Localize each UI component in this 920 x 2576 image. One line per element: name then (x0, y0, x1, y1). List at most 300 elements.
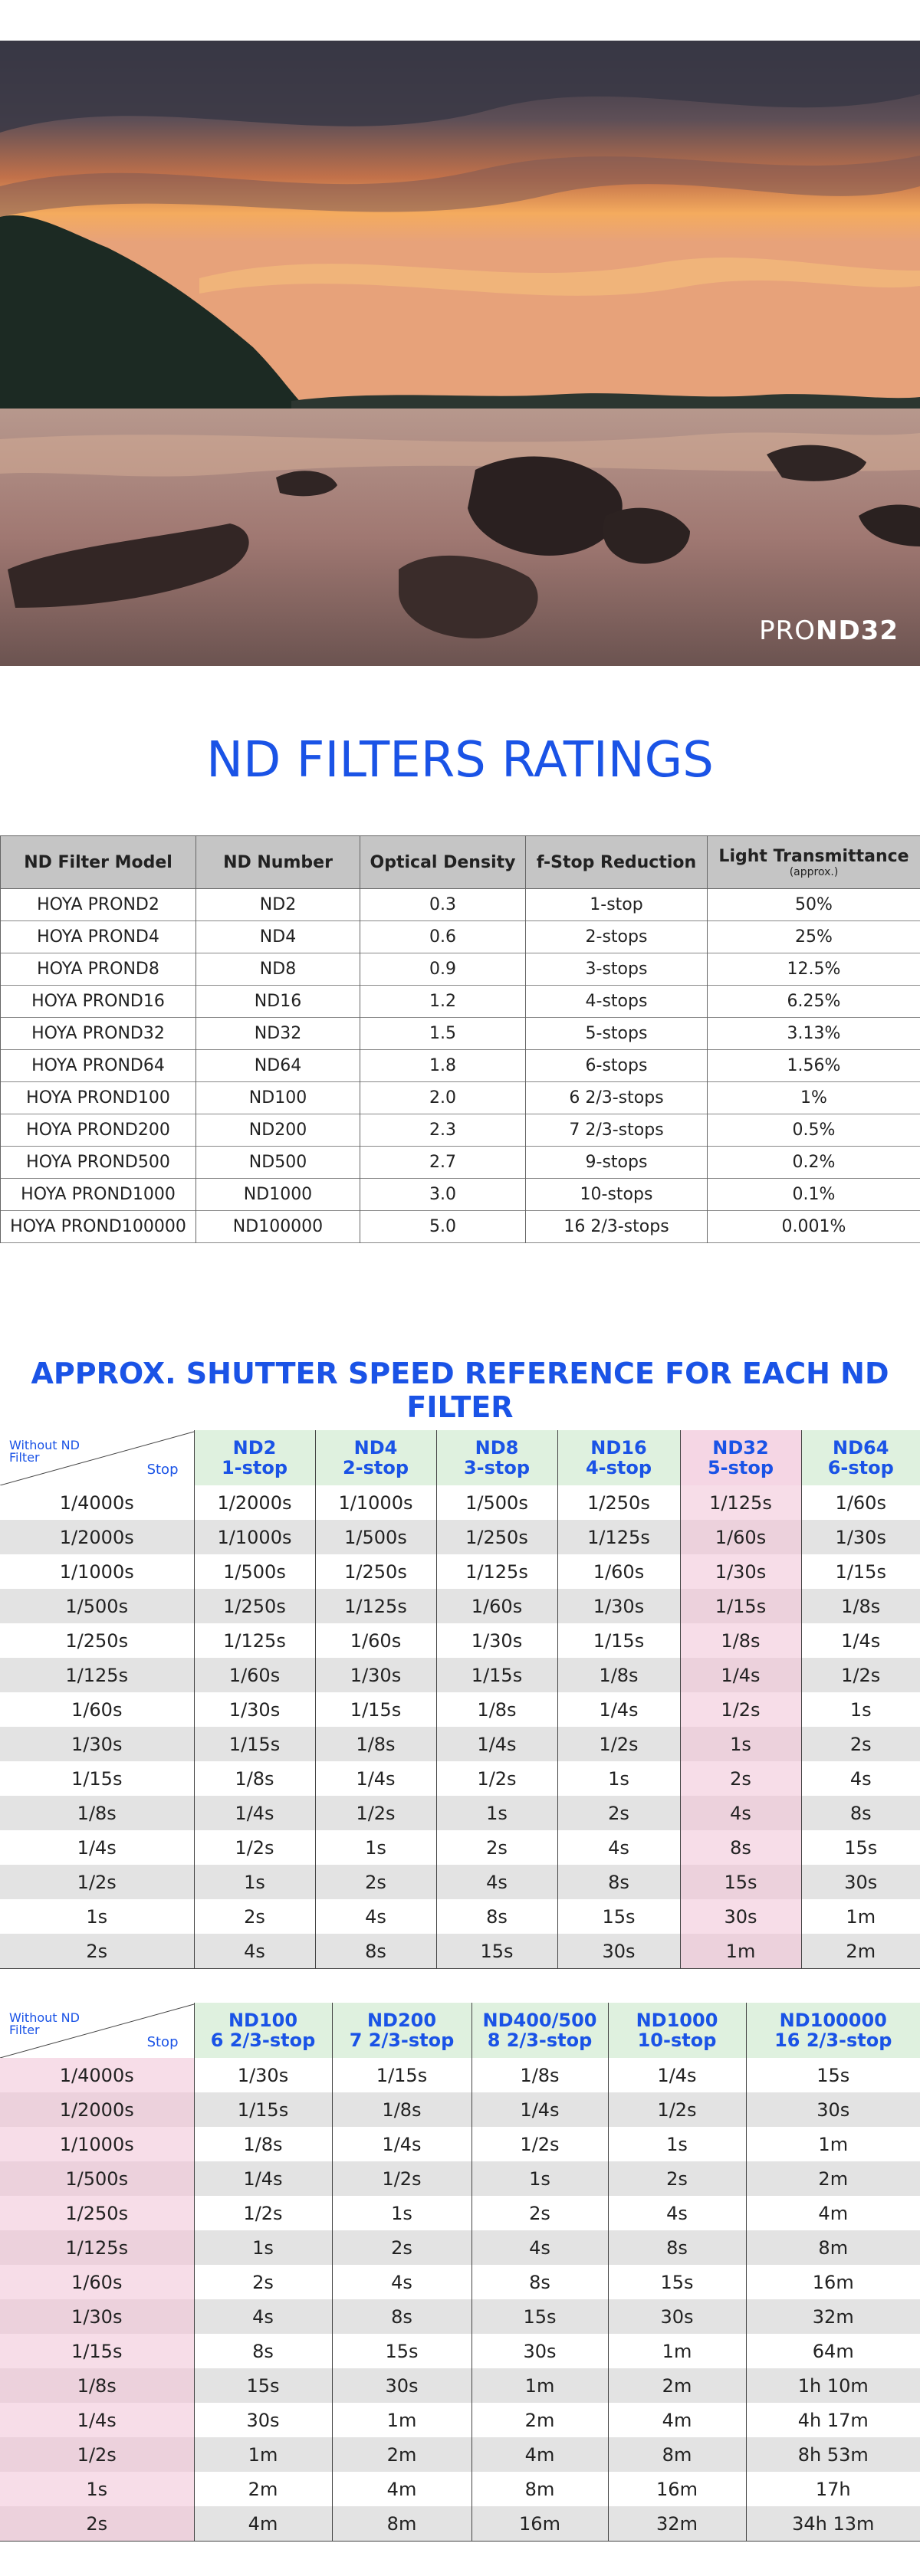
shutter-cell: 1/30s (557, 1589, 680, 1623)
shutter-cell: 30s (472, 2334, 608, 2368)
shutter-row (0, 1589, 920, 1623)
shutter-cell: 4s (680, 1796, 801, 1830)
ratings-cell: 0.1% (708, 1179, 920, 1211)
shutter-cell: 8s (801, 1796, 920, 1830)
shutter-cell: 1/60s (194, 1658, 315, 1692)
filter-stop: 7 2/3-stop (349, 2030, 455, 2051)
shutter-cell: 1/2000s (194, 1485, 315, 1520)
shutter-cell: 1/2s (557, 1727, 680, 1761)
shutter-cell: 1/4s (436, 1727, 557, 1761)
shutter-cell: 1/30s (194, 2058, 332, 2092)
filter-name: ND200 (366, 2009, 437, 2031)
filter-header (194, 1430, 315, 1485)
shutter-cell: 1m (608, 2334, 746, 2368)
shutter-cell: 1/4s (801, 1623, 920, 1658)
ratings-title: ND FILTERS RATINGS (206, 732, 714, 789)
ratings-cell: 0.3 (360, 889, 526, 921)
shutter-cell: 1/250s (0, 1623, 194, 1658)
shutter-row (0, 2265, 920, 2299)
ratings-cell: 3.0 (360, 1179, 526, 1211)
shutter-cell: 2s (0, 1934, 194, 1969)
shutter-cell: 4h 17m (746, 2403, 920, 2437)
shutter-cell: 1/125s (194, 1623, 315, 1658)
filter-name: ND100 (228, 2009, 298, 2031)
shutter-cell: 1h 10m (746, 2368, 920, 2403)
shutter-cell: 1/2s (436, 1761, 557, 1796)
filter-stop: 2-stop (342, 1457, 409, 1478)
ratings-cell: HOYA PROND2 (1, 889, 196, 921)
shutter-row (0, 2403, 920, 2437)
shutter-cell: 1/8s (194, 1761, 315, 1796)
shutter-cell: 1s (557, 1761, 680, 1796)
shutter-cell: 1/4s (680, 1658, 801, 1692)
shutter-cell: 15s (680, 1865, 801, 1899)
ratings-cell: 3.13% (708, 1018, 920, 1050)
filter-header (557, 1430, 680, 1485)
shutter-cell: 8s (680, 1830, 801, 1865)
shutter-cell: 1m (801, 1899, 920, 1934)
ratings-row (1, 1018, 920, 1050)
shutter-cell: 1/60s (801, 1485, 920, 1520)
shutter-cell: 4s (436, 1865, 557, 1899)
shutter-row (0, 2368, 920, 2403)
shutter-cell: 1/8s (332, 2092, 472, 2127)
shutter-cell: 8s (332, 2299, 472, 2334)
filter-name: ND8 (475, 1436, 519, 1459)
shutter-cell: 1/15s (0, 1761, 194, 1796)
shutter-cell: 4s (557, 1830, 680, 1865)
ratings-row (1, 953, 920, 986)
shutter-cell: 1/125s (0, 1658, 194, 1692)
shutter-cell: 8m (608, 2437, 746, 2472)
ratings-cell: ND64 (196, 1050, 360, 1082)
ratings-row (1, 889, 920, 921)
ratings-cell: ND100 (196, 1082, 360, 1114)
shutter-cell: 1/15s (194, 2092, 332, 2127)
shutter-cell: 1/15s (557, 1623, 680, 1658)
shutter-row (0, 1554, 920, 1589)
shutter-cell: 1s (680, 1727, 801, 1761)
shutter-row (0, 2472, 920, 2506)
shutter-cell: 1/125s (436, 1554, 557, 1589)
corner-stop-label: Stop (146, 1462, 179, 1478)
ratings-cell: 7 2/3-stops (526, 1114, 708, 1147)
shutter-row (0, 1520, 920, 1554)
shutter-row (0, 2127, 920, 2161)
ratings-cell: HOYA PROND1000 (1, 1179, 196, 1211)
shutter-row (0, 1658, 920, 1692)
shutter-cell: 1/15s (315, 1692, 436, 1727)
filter-header (680, 1430, 801, 1485)
shutter-cell: 1/4s (332, 2127, 472, 2161)
ratings-cell: 6 2/3-stops (526, 1082, 708, 1114)
shutter-cell: 1/250s (315, 1554, 436, 1589)
shutter-row (0, 2437, 920, 2472)
shutter-cell: 2s (332, 2230, 472, 2265)
shutter-cell: 1/15s (436, 1658, 557, 1692)
shutter-cell: 1m (194, 2437, 332, 2472)
shutter-cell: 1/2000s (0, 2092, 194, 2127)
shutter-cell: 15s (332, 2334, 472, 2368)
filter-header (472, 2003, 608, 2058)
hero-landscape-illustration (0, 41, 920, 666)
shutter-cell: 4m (194, 2506, 332, 2542)
shutter-cell: 1/1000s (0, 1554, 194, 1589)
shutter-cell: 1/30s (0, 2299, 194, 2334)
shutter-cell: 2s (0, 2506, 194, 2542)
col-optical-density: Optical Density (360, 836, 526, 889)
ratings-row (1, 1114, 920, 1147)
shutter-cell: 8s (557, 1865, 680, 1899)
ratings-cell: 0.2% (708, 1147, 920, 1179)
shutter-cell: 1s (472, 2161, 608, 2196)
shutter-cell: 1/4s (0, 1830, 194, 1865)
shutter-cell: 1/8s (472, 2058, 608, 2092)
filter-header (436, 1430, 557, 1485)
shutter-cell: 1/250s (0, 2196, 194, 2230)
shutter-cell: 1/2s (801, 1658, 920, 1692)
ratings-cell: 1.2 (360, 986, 526, 1018)
shutter-cell: 1/2s (0, 1865, 194, 1899)
col-model: ND Filter Model (1, 836, 196, 889)
shutter-row (0, 2506, 920, 2542)
shutter-cell: 8s (472, 2265, 608, 2299)
shutter-row (0, 2299, 920, 2334)
shutter-cell: 1/1000s (315, 1485, 436, 1520)
shutter-cell: 8h 53m (746, 2437, 920, 2472)
shutter-cell: 4s (194, 2299, 332, 2334)
shutter-cell: 1m (332, 2403, 472, 2437)
ratings-cell: 1-stop (526, 889, 708, 921)
shutter-cell: 1/500s (194, 1554, 315, 1589)
shutter-cell: 1/8s (0, 2368, 194, 2403)
shutter-cell: 1/30s (680, 1554, 801, 1589)
shutter-cell: 1/1000s (194, 1520, 315, 1554)
col-light-transmittance-sub: (approx.) (789, 865, 839, 878)
shutter-cell: 30s (680, 1899, 801, 1934)
ratings-cell: HOYA PROND16 (1, 986, 196, 1018)
shutter-cell: 1/500s (315, 1520, 436, 1554)
shutter-cell: 30s (801, 1865, 920, 1899)
filter-name: ND64 (833, 1436, 889, 1459)
shutter-cell: 1/60s (315, 1623, 436, 1658)
shutter-cell: 1s (0, 2472, 194, 2506)
ratings-row (1, 1082, 920, 1114)
shutter-cell: 2s (436, 1830, 557, 1865)
ratings-cell: 1.56% (708, 1050, 920, 1082)
shutter-cell: 1/250s (194, 1589, 315, 1623)
shutter-table-1 (0, 1430, 920, 1969)
shutter-cell: 1/2000s (0, 1520, 194, 1554)
shutter-cell: 8m (746, 2230, 920, 2265)
ratings-cell: 6-stops (526, 1050, 708, 1082)
shutter-title: APPROX. SHUTTER SPEED REFERENCE FOR EACH ND FILTER (31, 1357, 889, 1424)
ratings-cell: ND32 (196, 1018, 360, 1050)
shutter-cell: 1/15s (332, 2058, 472, 2092)
shutter-cell: 1s (194, 2230, 332, 2265)
shutter-row (0, 2058, 920, 2092)
shutter-cell: 4m (746, 2196, 920, 2230)
shutter-cell: 1s (315, 1830, 436, 1865)
shutter-cell: 4s (194, 1934, 315, 1969)
ratings-cell: HOYA PROND32 (1, 1018, 196, 1050)
shutter-cell: 1/15s (680, 1589, 801, 1623)
shutter-cell: 30s (332, 2368, 472, 2403)
shutter-cell: 16m (746, 2265, 920, 2299)
shutter-row (0, 1830, 920, 1865)
ratings-cell: ND200 (196, 1114, 360, 1147)
filter-name: ND100000 (779, 2009, 887, 2031)
shutter-cell: 1/125s (557, 1520, 680, 1554)
filter-header (194, 2003, 332, 2058)
shutter-row (0, 1761, 920, 1796)
shutter-cell: 1/30s (0, 1727, 194, 1761)
shutter-cell: 1/30s (801, 1520, 920, 1554)
ratings-cell: 0.9 (360, 953, 526, 986)
shutter-cell: 8s (436, 1899, 557, 1934)
shutter-cell: 2m (472, 2403, 608, 2437)
ratings-cell: 0.5% (708, 1114, 920, 1147)
shutter-cell: 1/2s (608, 2092, 746, 2127)
shutter-cell: 2m (746, 2161, 920, 2196)
shutter-cell: 1/125s (0, 2230, 194, 2265)
filter-stop: 3-stop (463, 1457, 531, 1478)
shutter-row (0, 1623, 920, 1658)
shutter-cell: 34h 13m (746, 2506, 920, 2542)
shutter-cell: 1/8s (0, 1796, 194, 1830)
filter-stop: 10-stop (637, 2030, 717, 2051)
shutter-cell: 30s (557, 1934, 680, 1969)
filter-stop: 8 2/3-stop (487, 2030, 593, 2051)
ratings-row (1, 1179, 920, 1211)
shutter-cell: 1/4s (194, 1796, 315, 1830)
shutter-row (0, 1934, 920, 1969)
ratings-cell: 0.6 (360, 921, 526, 953)
filter-name: ND2 (232, 1436, 277, 1459)
corner-cell (0, 1430, 194, 1485)
shutter-cell: 1m (680, 1934, 801, 1969)
shutter-cell: 2m (608, 2368, 746, 2403)
shutter-cell: 1/15s (801, 1554, 920, 1589)
filter-header (608, 2003, 746, 2058)
filter-stop: 6-stop (827, 1457, 894, 1478)
ratings-cell: HOYA PROND100000 (1, 1211, 196, 1243)
shutter-cell: 1/60s (436, 1589, 557, 1623)
filter-name: ND32 (712, 1436, 769, 1459)
shutter-cell: 1s (608, 2127, 746, 2161)
filter-stop: 6 2/3-stop (210, 2030, 316, 2051)
shutter-cell: 1/8s (194, 2127, 332, 2161)
shutter-cell: 1/60s (680, 1520, 801, 1554)
shutter-cell: 1/500s (436, 1485, 557, 1520)
shutter-cell: 1s (332, 2196, 472, 2230)
shutter-cell: 1/30s (436, 1623, 557, 1658)
filter-header (746, 2003, 920, 2058)
shutter-cell: 1/15s (0, 2334, 194, 2368)
ratings-cell: 1.8 (360, 1050, 526, 1082)
shutter-cell: 2m (801, 1934, 920, 1969)
shutter-cell: 8s (608, 2230, 746, 2265)
shutter-cell: 30s (194, 2403, 332, 2437)
shutter-cell: 16m (608, 2472, 746, 2506)
shutter-cell: 4s (608, 2196, 746, 2230)
shutter-cell: 1/125s (315, 1589, 436, 1623)
ratings-cell: 1% (708, 1082, 920, 1114)
shutter-cell: 1/4s (608, 2058, 746, 2092)
shutter-cell: 15s (557, 1899, 680, 1934)
shutter-cell: 1/1000s (0, 2127, 194, 2161)
ratings-cell: 2-stops (526, 921, 708, 953)
shutter-row (0, 2196, 920, 2230)
shutter-cell: 15s (801, 1830, 920, 1865)
shutter-cell: 1/4s (194, 2161, 332, 2196)
ratings-row (1, 921, 920, 953)
shutter-cell: 8s (315, 1934, 436, 1969)
shutter-cell: 16m (472, 2506, 608, 2542)
ratings-cell: HOYA PROND64 (1, 1050, 196, 1082)
col-nd-number: ND Number (196, 836, 360, 889)
ratings-header-row (1, 836, 920, 889)
shutter-row (0, 1796, 920, 1830)
shutter-cell: 1s (801, 1692, 920, 1727)
ratings-cell: ND500 (196, 1147, 360, 1179)
shutter-cell: 1/4000s (0, 2058, 194, 2092)
shutter-cell: 1m (472, 2368, 608, 2403)
ratings-cell: ND8 (196, 953, 360, 986)
corner-without-nd-label: Without ND Filter (9, 2010, 80, 2037)
shutter-cell: 4s (315, 1899, 436, 1934)
shutter-row (0, 2230, 920, 2265)
shutter-table-2 (0, 2003, 920, 2542)
filter-stop: 1-stop (221, 1457, 288, 1478)
shutter-cell: 1/4000s (0, 1485, 194, 1520)
shutter-cell: 17h (746, 2472, 920, 2506)
ratings-cell: 3-stops (526, 953, 708, 986)
shutter-cell: 1s (194, 1865, 315, 1899)
shutter-cell: 1/2s (332, 2161, 472, 2196)
shutter-cell: 1/8s (315, 1727, 436, 1761)
shutter-row (0, 1727, 920, 1761)
ratings-row (1, 986, 920, 1018)
filter-name: ND16 (590, 1436, 647, 1459)
shutter-row (0, 1865, 920, 1899)
ratings-cell: 5.0 (360, 1211, 526, 1243)
ratings-cell: 6.25% (708, 986, 920, 1018)
shutter-cell: 2s (608, 2161, 746, 2196)
shutter-cell: 8s (194, 2334, 332, 2368)
shutter-cell: 1/60s (0, 1692, 194, 1727)
shutter-row (0, 2161, 920, 2196)
shutter-cell: 2m (332, 2437, 472, 2472)
shutter-row (0, 1485, 920, 1520)
shutter-cell: 4s (801, 1761, 920, 1796)
shutter-cell: 1/60s (0, 2265, 194, 2299)
ratings-cell: 0.001% (708, 1211, 920, 1243)
shutter-cell: 1/2s (680, 1692, 801, 1727)
shutter-cell: 1/250s (557, 1485, 680, 1520)
shutter-cell: 1s (0, 1899, 194, 1934)
shutter-cell: 30s (746, 2092, 920, 2127)
shutter-cell: 1/8s (801, 1589, 920, 1623)
ratings-row (1, 1211, 920, 1243)
shutter-cell: 1/8s (680, 1623, 801, 1658)
shutter-row (0, 1899, 920, 1934)
ratings-cell: 12.5% (708, 953, 920, 986)
shutter-row (0, 2092, 920, 2127)
shutter-cell: 2s (194, 2265, 332, 2299)
ratings-row (1, 1147, 920, 1179)
shutter-cell: 1/2s (472, 2127, 608, 2161)
ratings-cell: ND16 (196, 986, 360, 1018)
ratings-cell: 9-stops (526, 1147, 708, 1179)
shutter-cell: 1/2s (315, 1796, 436, 1830)
shutter-cell: 1/4s (0, 2403, 194, 2437)
shutter-cell: 1m (746, 2127, 920, 2161)
shutter-cell: 1/15s (194, 1727, 315, 1761)
ratings-cell: 10-stops (526, 1179, 708, 1211)
ratings-cell: HOYA PROND4 (1, 921, 196, 953)
corner-cell (0, 2003, 194, 2058)
shutter-cell: 1/250s (436, 1520, 557, 1554)
col-fstop: f-Stop Reduction (526, 836, 708, 889)
shutter-cell: 15s (746, 2058, 920, 2092)
shutter-row (0, 1692, 920, 1727)
shutter-cell: 15s (472, 2299, 608, 2334)
shutter-cell: 1/2s (194, 2196, 332, 2230)
col-light-transmittance: Light Transmittance (approx.) (708, 836, 920, 889)
hero-image (0, 41, 920, 666)
shutter-cell: 1/2s (0, 2437, 194, 2472)
shutter-cell: 2m (194, 2472, 332, 2506)
filter-header (801, 1430, 920, 1485)
ratings-cell: 2.7 (360, 1147, 526, 1179)
shutter-row (0, 2334, 920, 2368)
filter-stop: 5-stop (707, 1457, 774, 1478)
shutter-table-2-header (0, 2003, 920, 2058)
shutter-cell: 2s (315, 1865, 436, 1899)
ratings-cell: 16 2/3-stops (526, 1211, 708, 1243)
ratings-row (1, 1050, 920, 1082)
shutter-cell: 4m (332, 2472, 472, 2506)
hero-badge: PROND32 (759, 615, 899, 646)
shutter-cell: 1s (436, 1796, 557, 1830)
shutter-table-1-header (0, 1430, 920, 1485)
shutter-cell: 1/4s (472, 2092, 608, 2127)
ratings-cell: HOYA PROND8 (1, 953, 196, 986)
filter-name: ND1000 (636, 2009, 718, 2031)
ratings-cell: ND1000 (196, 1179, 360, 1211)
ratings-cell: ND2 (196, 889, 360, 921)
ratings-cell: HOYA PROND100 (1, 1082, 196, 1114)
ratings-cell: 2.0 (360, 1082, 526, 1114)
shutter-cell: 1/500s (0, 1589, 194, 1623)
shutter-cell: 2s (680, 1761, 801, 1796)
ratings-cell: 2.3 (360, 1114, 526, 1147)
ratings-cell: 5-stops (526, 1018, 708, 1050)
ratings-table (0, 835, 920, 1243)
shutter-cell: 1/125s (680, 1485, 801, 1520)
ratings-cell: 50% (708, 889, 920, 921)
shutter-cell: 2s (557, 1796, 680, 1830)
ratings-cell: HOYA PROND200 (1, 1114, 196, 1147)
filter-name: ND4 (353, 1436, 398, 1459)
shutter-cell: 1/4s (315, 1761, 436, 1796)
shutter-cell: 32m (746, 2299, 920, 2334)
shutter-cell: 4s (332, 2265, 472, 2299)
filter-stop: 4-stop (585, 1457, 652, 1478)
corner-without-nd-label: Without ND Filter (9, 1438, 80, 1465)
shutter-cell: 1/4s (557, 1692, 680, 1727)
